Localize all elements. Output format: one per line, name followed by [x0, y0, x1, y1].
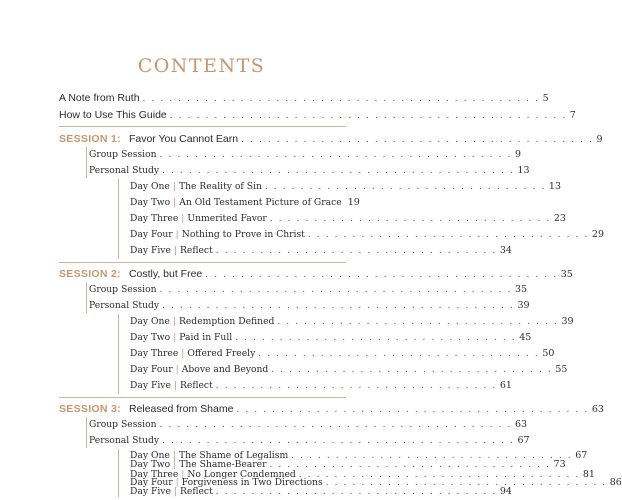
toc-entry-label: Personal Study: [89, 435, 160, 446]
toc-personal-study[interactable]: [89, 163, 530, 179]
leader-dots: . . . . . . . . . . . . . . . . . . . . . . . . . . . . . . . .: [215, 381, 497, 391]
toc-entry-page: 55: [555, 364, 568, 375]
leader-dots: . . . . . . . . . . . . . . . . . . . . . . . . . . . . . . . .: [291, 451, 573, 461]
toc-entry-page: 9: [514, 149, 521, 160]
day-title: Reflect: [180, 380, 213, 391]
toc-session-2[interactable]: [59, 265, 573, 281]
day-name: Day Four: [130, 229, 173, 240]
leader-dots: . . . . . . . . . . . . . . . . . . . . . . . . . . . . . . . .: [215, 246, 497, 256]
leader-dots: . . . . . . . . . . . . . . . . . . . . . . . . . . . . . . . .: [277, 317, 559, 327]
pipe-separator: |: [175, 477, 179, 488]
toc-entry-page: 23: [553, 213, 566, 224]
leader-dots: . . . . . . . . . . . . . . . . . . . . . . . . . . . . . . . . . . . . . . . .: [236, 405, 589, 415]
pipe-separator: |: [173, 459, 177, 470]
section-divider: [59, 126, 346, 127]
toc-day-entry[interactable]: [130, 330, 532, 346]
day-title: Redemption Defined: [178, 316, 275, 327]
toc-entry-label: Personal Study: [89, 165, 160, 176]
day-title: Reflect: [180, 486, 213, 497]
session-title: Costly, but Free: [128, 268, 203, 280]
pipe-separator: |: [172, 450, 176, 461]
tree-line: [86, 282, 87, 313]
toc-entry-page: 81: [582, 469, 595, 480]
pipe-separator: |: [173, 245, 178, 256]
leader-dots: . . . . . . . . . . . . . . . . . . . . . . . . . . . . . . . .: [258, 349, 540, 359]
leader-dots: . . . . . . . . . . . . . . . . . . . . . . . . . . . . . . . . . . . . . . . .: [159, 420, 512, 430]
tree-line: [86, 417, 87, 448]
session-label: SESSION 1:: [59, 133, 121, 145]
session-page: 35: [560, 269, 573, 280]
leader-dots: . . . . . . . . . . . . . . . . . . . . . . . . . . . . . . . . . . . . . . . .: [241, 135, 594, 145]
toc-entry-label: Group Session: [89, 419, 157, 430]
tree-line: [118, 179, 119, 259]
session-label: SESSION 2:: [59, 268, 121, 280]
pipe-separator: |: [173, 197, 177, 208]
toc-entry-page: 45: [519, 332, 532, 343]
pipe-separator: |: [181, 213, 185, 224]
toc-session-1[interactable]: [59, 130, 603, 146]
leader-dots: . . . . . . . . . . . . . . . . . . . . . . . . . . . . . . . .: [325, 478, 607, 488]
leader-dots: . . . . . . . . . . . . . . . . . . . . . . . . . . . . . . . . . . . . . . . .: [162, 166, 515, 176]
day-name: Day One: [130, 316, 170, 327]
toc-entry-page: 35: [514, 284, 528, 295]
toc-entry-page: 63: [514, 419, 528, 430]
day-title: An Old Testament Picture of Grace: [179, 197, 342, 208]
toc-day-entry[interactable]: [130, 243, 512, 259]
toc-entry-page: 39: [561, 316, 574, 327]
day-title: Above and Beyond: [181, 364, 269, 375]
day-name: Day Two: [130, 197, 171, 208]
toc-entry-label: A Note from Ruth: [59, 92, 140, 104]
toc-entry-page: 13: [517, 165, 530, 176]
session-page: 63: [591, 404, 604, 415]
day-name: Day Five: [130, 380, 171, 391]
day-name: Day Five: [130, 245, 171, 256]
day-title: The Shame of Legalism: [178, 450, 289, 461]
toc-entry-page: 73: [553, 459, 566, 470]
day-name: Day One: [130, 450, 170, 461]
pipe-separator: |: [172, 316, 176, 327]
toc-entry-page: 5: [542, 93, 549, 104]
toc-entry-page: 13: [548, 181, 562, 192]
tree-line: [118, 449, 119, 497]
day-name: Day Three: [130, 469, 179, 480]
section-divider: [59, 397, 346, 398]
toc-day-entry[interactable]: [130, 179, 562, 195]
toc-entry-page: 86: [609, 477, 622, 488]
pipe-separator: |: [181, 469, 185, 480]
toc-day-entry[interactable]: [130, 211, 566, 227]
tree-line: [86, 147, 87, 178]
session-title: Released from Shame: [128, 403, 234, 415]
leader-dots: . . . . . . . . . . . . . . . . . . . . . . . . . . . . . . . .: [298, 470, 580, 480]
leader-dots: . . . . . . . . . . . . . . . . . . . . . . . . . . . . . . . . . . . . . . . . . . . . .: [169, 111, 567, 121]
toc-entry-page: 34: [499, 245, 512, 256]
toc-day-entry[interactable]: [130, 378, 512, 394]
toc-entry-page: 94: [499, 486, 512, 497]
day-name: Day Four: [130, 477, 173, 488]
tree-line: [118, 314, 119, 394]
leader-dots: . . . . . . . . . . . . . . . . . . . . . . . . . . . . . . . . . . . . . . . .: [162, 436, 515, 446]
day-title: The Shame-Bearer: [179, 459, 267, 470]
toc-day-entry[interactable]: [130, 195, 360, 211]
session-page: 9: [596, 134, 603, 145]
toc-group-session[interactable]: [89, 282, 528, 298]
leader-dots: . . . . . . . . . . . . . . . . . . . . . . . . . . . . . . . .: [307, 230, 589, 240]
leader-dots: . . . . . . . . . . . . . . . . . . . . . . . . . . . . . . . . . . . . . . . .: [205, 270, 558, 280]
day-title: Reflect: [180, 245, 213, 256]
pipe-separator: |: [175, 229, 179, 240]
toc-entry-page: 39: [517, 300, 530, 311]
day-title: No Longer Condemned: [187, 469, 296, 480]
toc-session-3[interactable]: [59, 400, 604, 416]
day-title: Paid in Full: [179, 332, 233, 343]
section-divider: [59, 262, 346, 263]
toc-entry-note[interactable]: [59, 90, 549, 106]
pipe-separator: |: [172, 181, 176, 192]
toc-entry-page: 29: [591, 229, 605, 240]
leader-dots: . . . . . . . . . . . . . . . . . . . . . . . . . . . . . . . .: [269, 460, 551, 470]
leader-dots: . . . . . . . . . . . . . . . . . . . . . . . . . . . . . . . . . . . . . . . .: [162, 301, 515, 311]
toc-entry-label: Group Session: [89, 284, 157, 295]
day-name: Day Three: [130, 348, 179, 359]
day-title: Unmerited Favor: [187, 213, 267, 224]
day-title: The Reality of Sin: [178, 181, 262, 192]
leader-dots: . . . . . . . . . . . . . . . . . . . . . . . . . . . . . . . . . . . . . . . . . . . . .: [142, 94, 540, 104]
toc-day-entry[interactable]: [130, 227, 605, 243]
day-name: Day Three: [130, 213, 179, 224]
toc-entry-label: Personal Study: [89, 300, 160, 311]
day-name: Day One: [130, 181, 170, 192]
toc-entry-page: 61: [499, 380, 512, 391]
day-title: Nothing to Prove in Christ: [181, 229, 305, 240]
session-title: Favor You Cannot Earn: [128, 133, 239, 145]
leader-dots: . . . . . . . . . . . . . . . . . . . . . . . . . . . . . . . .: [271, 365, 553, 375]
toc-day-entry[interactable]: [130, 314, 574, 330]
leader-dots: . . . . . . . . . . . . . . . . . . . . . . . . . . . . . . . .: [269, 214, 551, 224]
leader-dots: . . . . . . . . . . . . . . . . . . . . . . . . . . . . . . . . . . . . . . . .: [159, 285, 512, 295]
page-title: CONTENTS: [137, 55, 266, 77]
pipe-separator: |: [173, 486, 178, 497]
session-label: SESSION 3:: [59, 403, 121, 415]
toc-entry-label: Group Session: [89, 149, 157, 160]
toc-entry-page: 67: [575, 450, 588, 461]
toc-personal-study[interactable]: [89, 433, 530, 449]
day-name: Day Two: [130, 332, 171, 343]
toc-entry-page: 50: [542, 348, 555, 359]
day-name: Day Four: [130, 364, 173, 375]
toc-day-entry[interactable]: [130, 486, 512, 498]
day-title: Forgiveness in Two Directions: [181, 477, 323, 488]
toc-entry-label: How to Use This Guide: [59, 109, 167, 121]
leader-dots: . . . . . . . . . . . . . . . . . . . . . . . . . . . . . . . .: [264, 182, 546, 192]
toc-group-session[interactable]: [89, 147, 521, 163]
toc-entry-page: 67: [517, 435, 530, 446]
pipe-separator: |: [173, 332, 177, 343]
toc-entry-page: 7: [569, 110, 576, 121]
pipe-separator: |: [173, 380, 178, 391]
toc-day-entry[interactable]: [130, 362, 568, 378]
toc-day-entry[interactable]: [130, 346, 555, 362]
toc-personal-study[interactable]: [89, 298, 530, 314]
toc-entry-page: 19: [347, 197, 360, 208]
leader-dots: . . . . . . . . . . . . . . . . . . . . . . . . . . . . . . . .: [215, 487, 497, 497]
pipe-separator: |: [175, 364, 179, 375]
leader-dots: . . . . . . . . . . . . . . . . . . . . . . . . . . . . . . . . . . . . . . . .: [159, 150, 512, 160]
day-name: Day Five: [130, 486, 171, 497]
day-title: Offered Freely: [187, 348, 256, 359]
day-name: Day Two: [130, 459, 171, 470]
toc-entry-guide[interactable]: [59, 107, 576, 123]
pipe-separator: |: [181, 348, 185, 359]
leader-dots: . . . . . . . . . . . . . . . . . . . . . . . . . . . . . . . .: [235, 333, 517, 343]
toc-group-session[interactable]: [89, 417, 528, 433]
